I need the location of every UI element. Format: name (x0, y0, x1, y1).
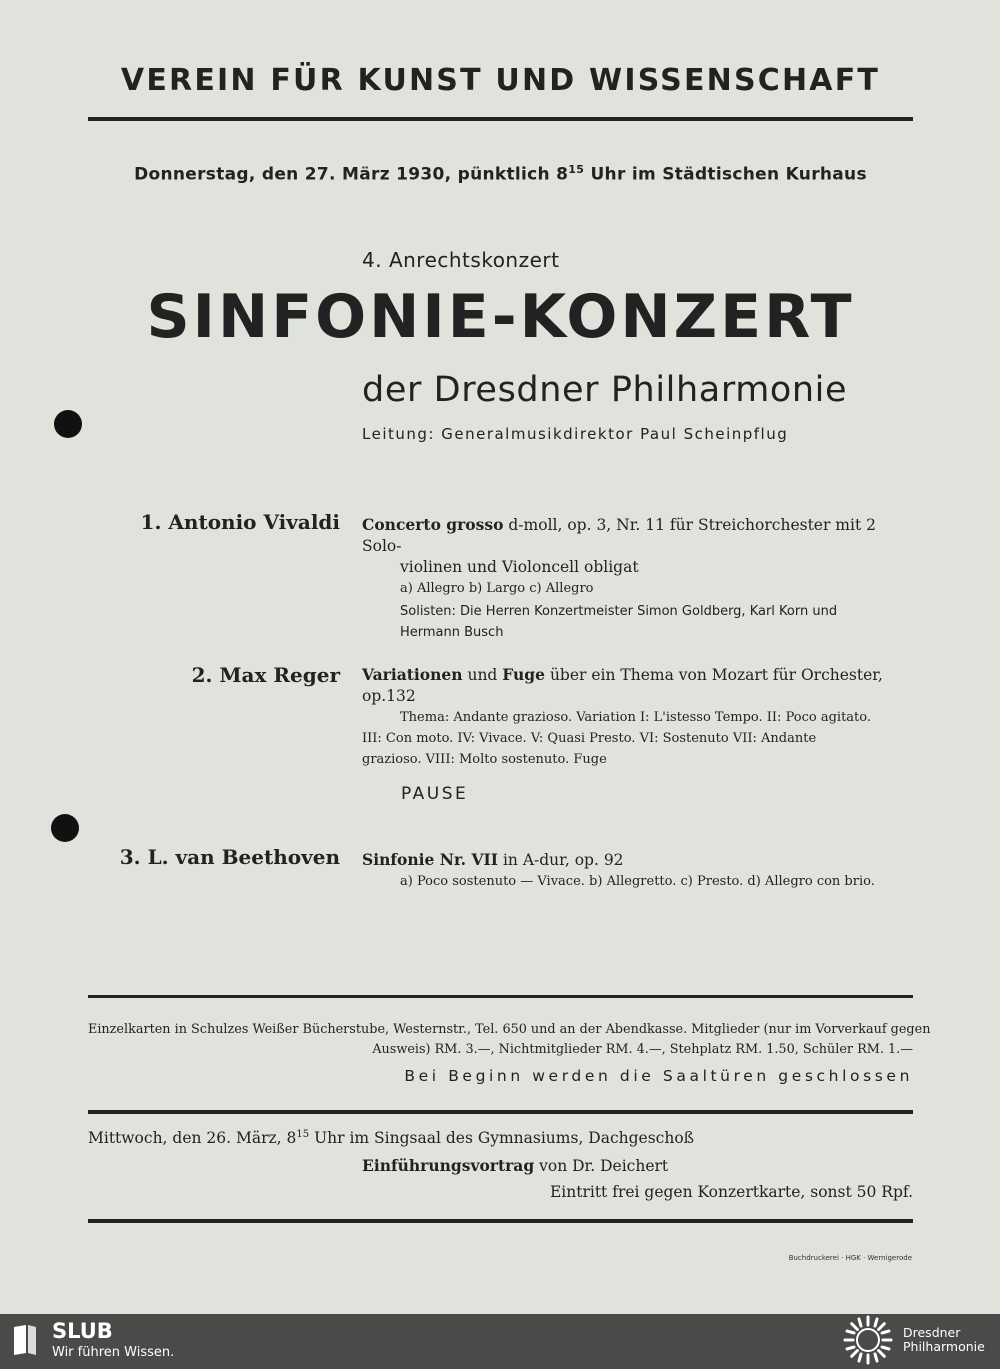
work-title-b: Fuge (502, 665, 545, 684)
time-hour: 8 (556, 164, 569, 185)
lecture-entry: Eintritt frei gegen Konzertkarte, sonst 50 Rpf. (549, 1183, 913, 1201)
composer-reger (192, 663, 340, 687)
date-text: Donnerstag, den 27. März 1930, pünktlich (134, 164, 550, 185)
program-number: 1. (140, 510, 162, 534)
movements-line: III: Con moto. IV: Vivace. V: Quasi Presto. VI: Sostenuto VII: Andante (362, 731, 817, 746)
lecture-title-bold: Einführungsvortrag (362, 1156, 535, 1175)
program-number: 2. (191, 663, 213, 687)
conductor-line: Leitung: Generalmusikdirektor Paul Scheinpflug (362, 425, 789, 443)
work-details: über ein Thema von Mozart für Orchester, op.132 (362, 666, 883, 705)
lecture-venue: Uhr im Singsaal des Gymnasiums, Dachgeschoß (314, 1129, 695, 1148)
concert-subtitle: 4. Anrechtskonzert (362, 248, 560, 272)
archive-footer (0, 1314, 1000, 1366)
movements-line: Thema: Andante grazioso. Variation I: L'istesso Tempo. II: Poco agitato. (400, 710, 872, 725)
movements: a) Poco sostenuto — Vivace. b) Allegretto. c) Presto. d) Allegro con brio. (400, 874, 875, 889)
composer-name: L. van Beethoven (147, 845, 340, 869)
program-number: 3. (119, 845, 141, 869)
composer-name: Antonio Vivaldi (168, 510, 340, 534)
slub-tagline: Wir führen Wissen. (52, 1345, 175, 1360)
ticket-line-1: Einzelkarten in Schulzes Weißer Bücherstube, Westernstr., Tel. 650 und an der Abendkasse. Mitglieder (nur im Vorverkauf gegen (88, 1022, 931, 1037)
venue-text: Uhr im Städtischen Kurhaus (590, 164, 867, 185)
orchestra-name: der Dresdner Philharmonie (362, 370, 848, 410)
concert-date-line (88, 163, 913, 185)
pause-label: PAUSE (401, 784, 469, 804)
lecture-title (362, 1156, 668, 1175)
work-title: Concerto grosso (362, 515, 504, 534)
slub-name: SLUB (52, 1319, 113, 1343)
work-details: d-moll, op. 3, Nr. 11 für Streichorchester mit 2 Solo- (362, 516, 876, 555)
program-item-3 (362, 849, 914, 892)
printer-imprint: Buchdruckerei · HGK · Wernigerode (788, 1254, 912, 1262)
work-details-cont: violinen und Violoncell obligat (400, 558, 639, 576)
work-title: Sinfonie Nr. VII (362, 850, 499, 869)
philharmonie-line-1: Dresdner (903, 1325, 961, 1340)
divider (88, 1219, 913, 1223)
lecture-date (88, 1129, 694, 1147)
concert-title: SINFONIE-KONZERT (146, 282, 855, 352)
composer-name: Max Reger (219, 663, 340, 687)
soloists-cont: Hermann Busch (400, 625, 504, 640)
divider (88, 1110, 913, 1114)
work-title-a: Variationen (362, 665, 463, 684)
soloists: Solisten: Die Herren Konzertmeister Simon Goldberg, Karl Korn und (400, 604, 838, 619)
program-item-1 (362, 514, 914, 643)
work-mid: und (467, 666, 498, 684)
lecture-date-text: Mittwoch, den 26. März, (88, 1129, 282, 1148)
lecture-hour: 8 (286, 1129, 297, 1148)
divider (88, 117, 913, 121)
philharmonie-line-2: Philharmonie (903, 1339, 985, 1354)
composer-vivaldi (141, 510, 340, 534)
lecture-speaker: von Dr. Deichert (539, 1157, 669, 1175)
time-min: 15 (568, 163, 585, 176)
ticket-info (88, 1020, 931, 1060)
composer-beethoven (120, 845, 340, 869)
philharmonie-name (903, 1326, 985, 1354)
divider (88, 995, 913, 998)
ticket-line-2: Ausweis) RM. 3.—, Nichtmitglieder RM. 4.—, Stehplatz RM. 1.50, Schüler RM. 1.— (372, 1042, 913, 1057)
slub-logo-icon (12, 1323, 38, 1357)
lecture-min: 15 (296, 1129, 310, 1140)
punch-hole (51, 814, 79, 842)
doors-notice: Bei Beginn werden die Saaltüren geschlossen (404, 1067, 913, 1085)
punch-hole (54, 410, 82, 438)
program-item-2 (362, 664, 914, 770)
work-details: in A-dur, op. 92 (502, 851, 624, 869)
movements-line: grazioso. VIII: Molto sostenuto. Fuge (362, 752, 607, 767)
org-title: VEREIN FÜR KUNST UND WISSENSCHAFT (120, 63, 881, 98)
philharmonie-logo-icon (843, 1315, 893, 1365)
movements: a) Allegro b) Largo c) Allegro (400, 581, 594, 596)
